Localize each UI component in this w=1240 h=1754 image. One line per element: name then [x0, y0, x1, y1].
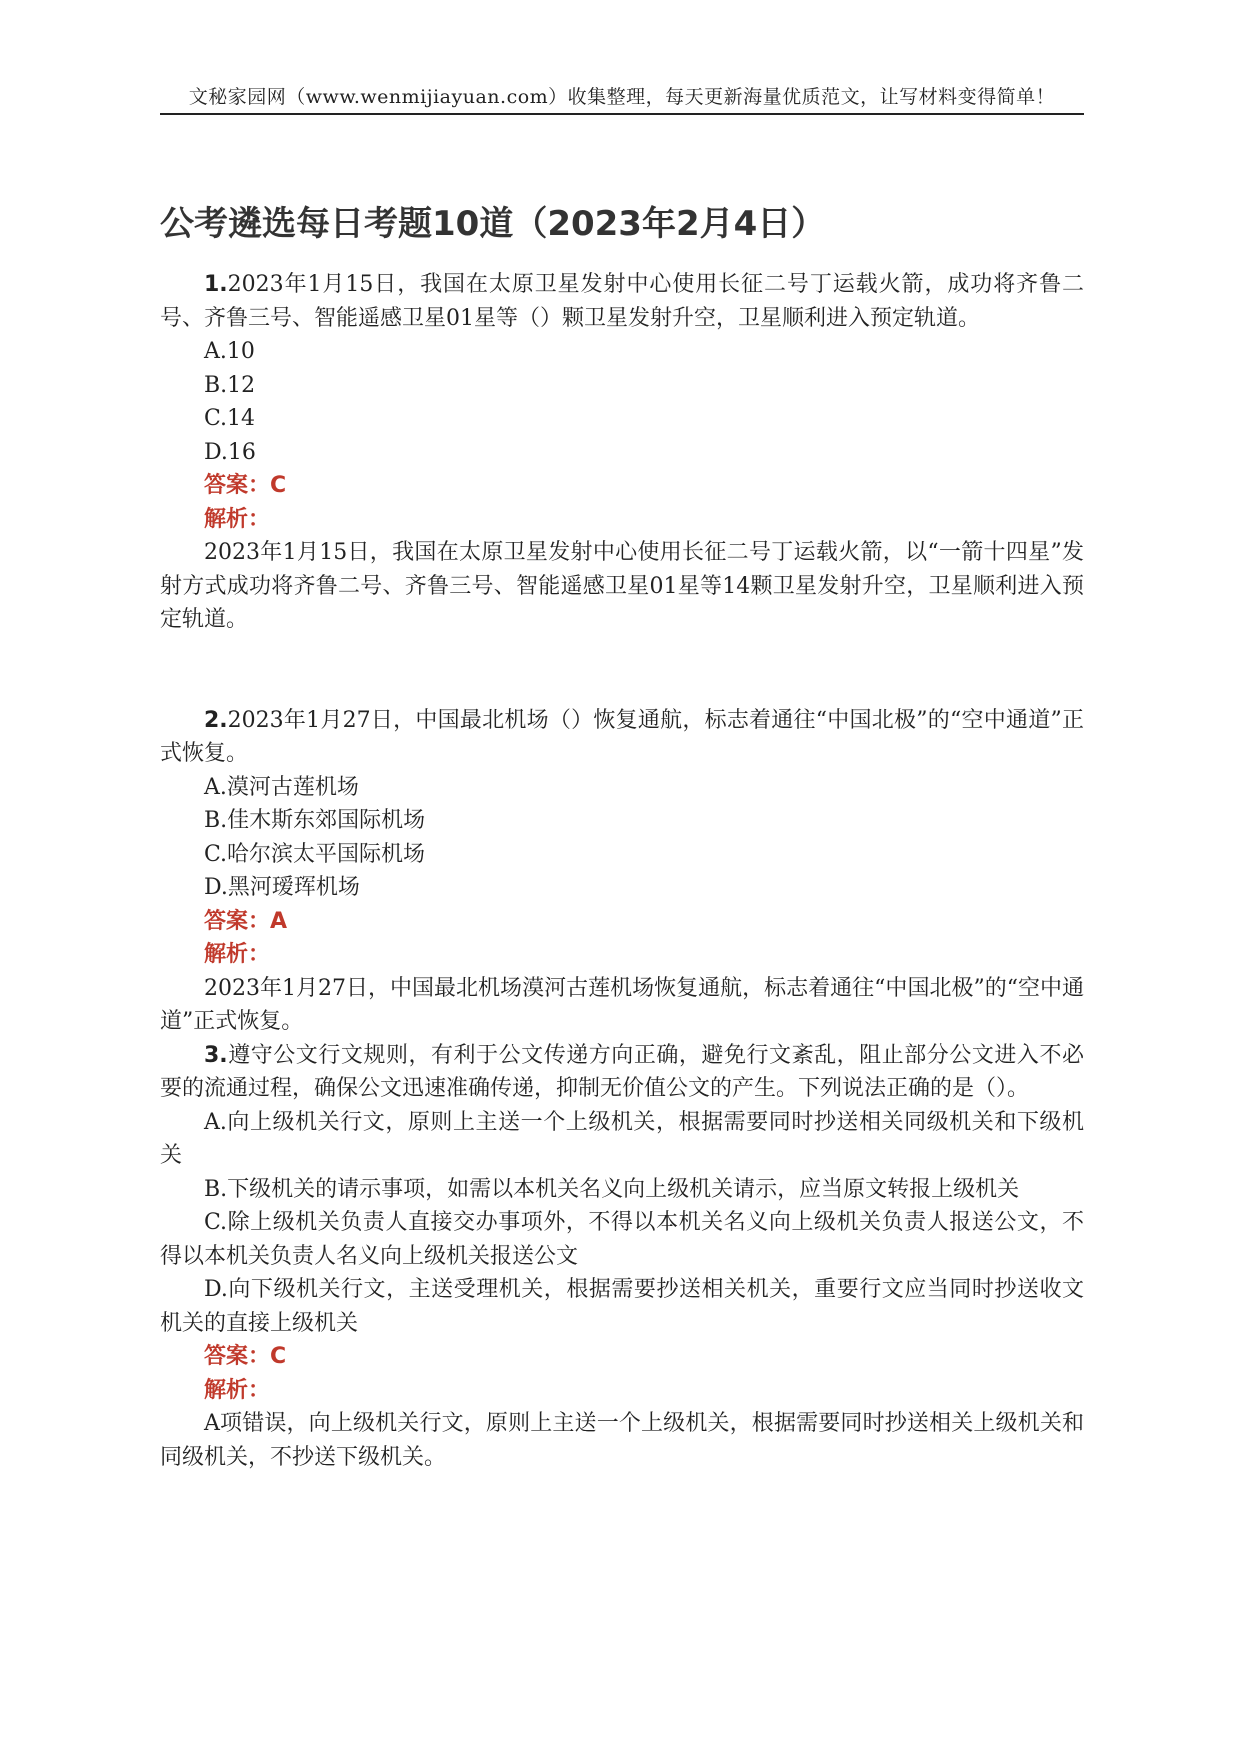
question-3: [160, 1039, 1084, 1475]
analysis-label: 解析：: [204, 506, 271, 532]
option-a: A.漠河古莲机场: [204, 774, 359, 800]
option-d: D.16: [204, 439, 256, 465]
option-b: B.12: [204, 372, 256, 398]
question-number: 1.: [204, 272, 228, 297]
answer: 答案：C: [204, 1344, 287, 1369]
question-text: 2.2023年1月27日，中国最北机场（）恢复通航，标志着通往“中国北极”的“空中通道”正式恢复。: [160, 707, 1084, 766]
question-text: 1.2023年1月15日，我国在太原卫星发射中心使用长征二号丁运载火箭，成功将齐鲁二号、齐鲁三号、智能遥感卫星01星等（）颗卫星发射升空，卫星顺利进入预定轨道。: [160, 272, 1084, 331]
analysis-text: 2023年1月15日，我国在太原卫星发射中心使用长征二号丁运载火箭，以“一箭十四星”发射方式成功将齐鲁二号、齐鲁三号、智能遥感卫星01星等14颗卫星发射升空，卫星顺利进入预定轨道。: [160, 540, 1084, 632]
analysis-label: 解析：: [204, 1377, 271, 1403]
option-b: B.下级机关的请示事项，如需以本机关名义向上级机关请示，应当原文转报上级机关: [204, 1176, 1020, 1202]
answer: 答案：A: [204, 908, 288, 934]
spacer: [160, 637, 1084, 704]
option-a: A.向上级机关行文，原则上主送一个上级机关，根据需要同时抄送相关同级机关和下级机关: [160, 1109, 1084, 1168]
option-a: A.10: [204, 339, 255, 364]
option-c: C.除上级机关负责人直接交办事项外，不得以本机关名义向上级机关负责人报送公文，不得以本机关负责人名义向上级机关报送公文: [160, 1210, 1084, 1269]
answer: 答案：C: [204, 473, 287, 498]
document-body: [160, 268, 1084, 1474]
analysis-label: 解析：: [204, 942, 271, 967]
question-text: 3.遵守公文行文规则，有利于公文传递方向正确，避免行文紊乱，阻止部分公文进入不必要的流通过程，确保公文迅速准确传递，抑制无价值公文的产生。下列说法正确的是（）。: [160, 1042, 1084, 1101]
option-c: C.哈尔滨太平国际机场: [204, 841, 426, 867]
option-d: D.黑河瑷珲机场: [204, 875, 360, 900]
page-header: 文秘家园网（www.wenmijiayuan.com）收集整理，每天更新海量优质范文，让写材料变得简单！: [160, 84, 1084, 115]
question-number: 2.: [204, 707, 228, 733]
option-c: C.14: [204, 406, 256, 431]
page-title: 公考遴选每日考题10道（2023年2月4日）: [160, 204, 826, 244]
option-d: D.向下级机关行文，主送受理机关，根据需要抄送相关机关，重要行文应当同时抄送收文机关的直接上级机关: [160, 1277, 1084, 1336]
question-number: 3.: [204, 1042, 228, 1068]
question-2: [160, 704, 1084, 1039]
option-b: B.佳木斯东郊国际机场: [204, 808, 426, 833]
question-1: [160, 268, 1084, 637]
analysis-text: A项错误，向上级机关行文，原则上主送一个上级机关，根据需要同时抄送相关上级机关和同级机关，不抄送下级机关。: [160, 1411, 1084, 1470]
analysis-text: 2023年1月27日，中国最北机场漠河古莲机场恢复通航，标志着通往“中国北极”的“空中通道”正式恢复。: [160, 975, 1084, 1034]
